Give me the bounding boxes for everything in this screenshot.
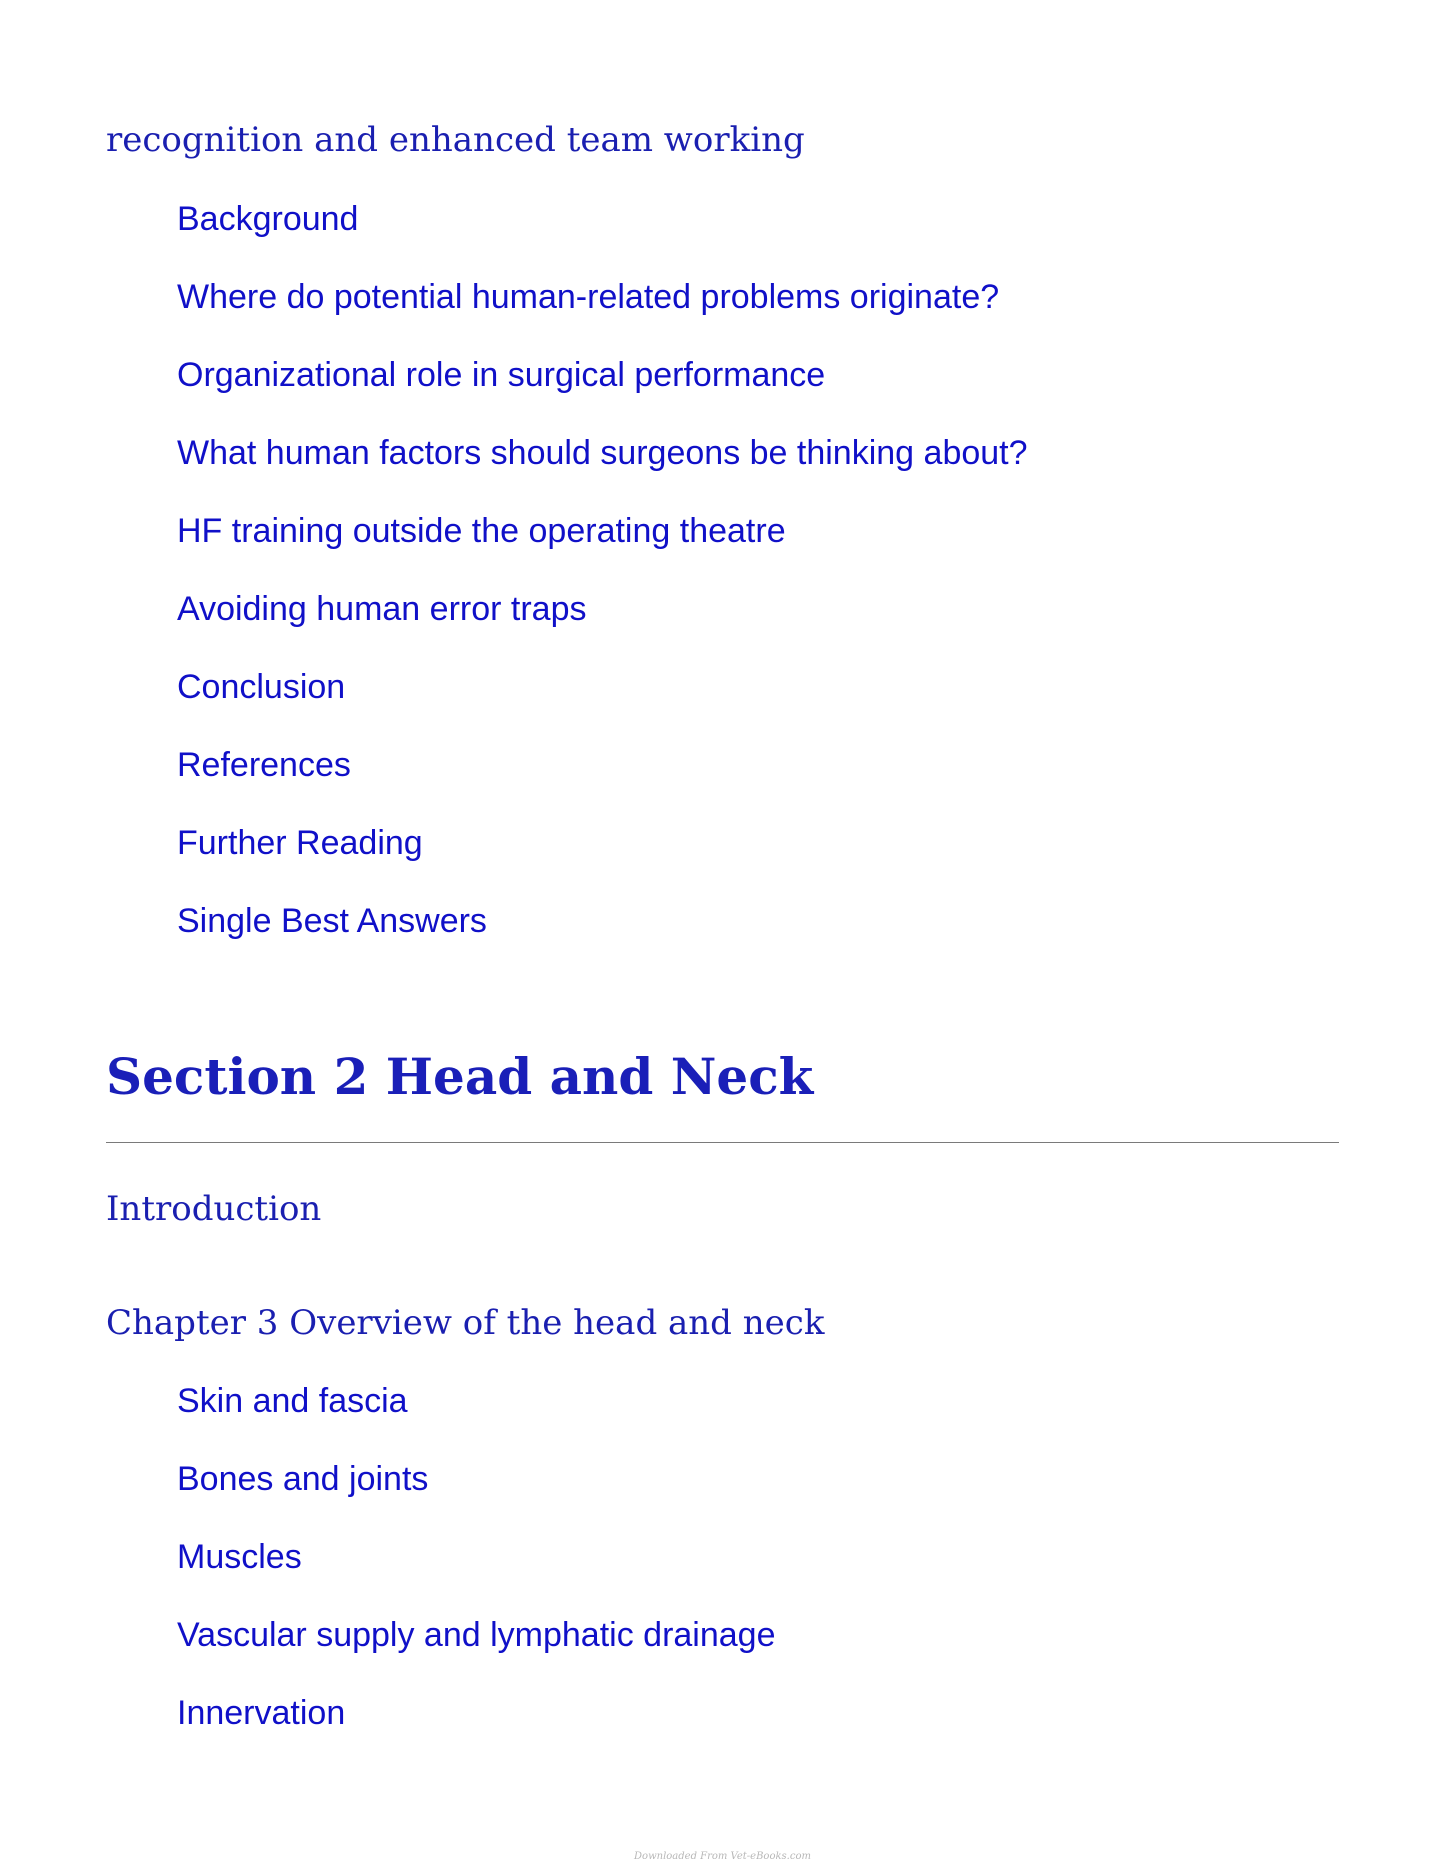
toc-item-muscles[interactable]: Muscles [177,1538,302,1576]
toc-item-problems-originate[interactable]: Where do potential human-related problems originate? [177,278,1000,316]
toc-item-organizational-role[interactable]: Organizational role in surgical performance [177,356,826,394]
toc-item-references[interactable]: References [177,746,351,784]
toc-item-hf-training[interactable]: HF training outside the operating theatre [177,512,786,550]
toc-item-vascular-supply[interactable]: Vascular supply and lymphatic drainage [177,1616,776,1654]
toc-item-human-factors[interactable]: What human factors should surgeons be thinking about? [177,434,1028,472]
toc-item-background[interactable]: Background [177,200,359,238]
footer-watermark: Downloaded From Vet-eBooks.com [634,1851,811,1862]
toc-item-skin-fascia[interactable]: Skin and fascia [177,1382,408,1420]
toc-item-single-best-answers[interactable]: Single Best Answers [177,902,487,940]
toc-section-introduction[interactable]: Introduction [106,1189,322,1229]
toc-item-error-traps[interactable]: Avoiding human error traps [177,590,587,628]
section-heading[interactable]: Section 2 Head and Neck [106,1047,814,1106]
toc-chapter-3-title[interactable]: Chapter 3 Overview of the head and neck [106,1303,825,1343]
toc-item-further-reading[interactable]: Further Reading [177,824,423,862]
toc-item-innervation[interactable]: Innervation [177,1694,346,1732]
toc-item-bones-joints[interactable]: Bones and joints [177,1460,429,1498]
section-divider [106,1142,1339,1143]
toc-chapter-title-continued[interactable]: recognition and enhanced team working [106,120,805,160]
toc-item-conclusion[interactable]: Conclusion [177,668,346,706]
